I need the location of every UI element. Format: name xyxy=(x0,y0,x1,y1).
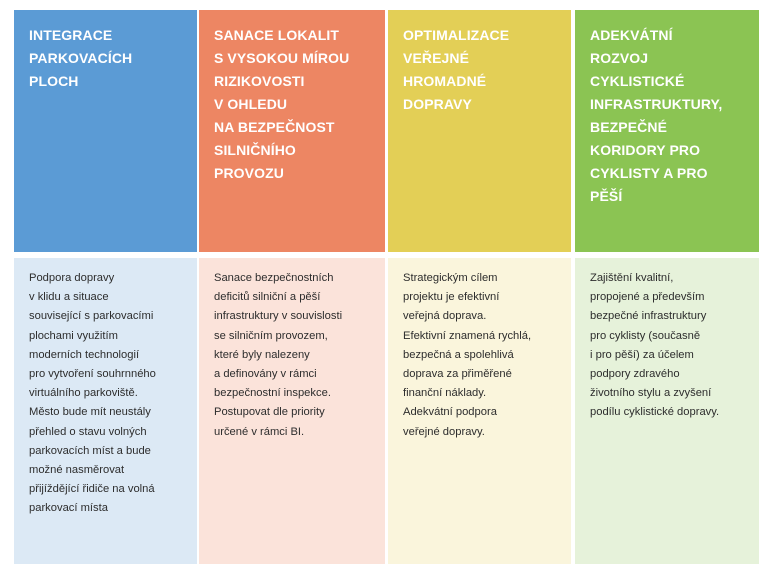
column-description: Zajištění kvalitní, propojené a především bezpečné infrastruktury pro cyklisty (současně i pro pěší) za účelem podpory zdravého životního stylu a zvyšení podílu cyklistické dopravy. xyxy=(590,272,720,419)
column-heading: OPTIMALIZACE VEŘEJNÉ HROMADNÉ DOPRAVY xyxy=(403,27,510,112)
column-parking xyxy=(14,10,197,564)
column-heading-box xyxy=(388,10,571,252)
column-public-transport xyxy=(388,10,571,564)
column-heading: INTEGRACE PARKOVACÍCH PLOCH xyxy=(29,27,133,89)
column-cycling xyxy=(575,10,759,564)
column-body-box xyxy=(199,258,385,564)
column-body-box xyxy=(575,258,759,564)
column-heading-box xyxy=(199,10,385,252)
column-heading-box xyxy=(575,10,759,252)
column-description: Podpora dopravy v klidu a situace související s parkovacími plochami využitím moderních technologií pro vytvoření souhrnného virtuálního parkoviště. Město bude mít neustály přehled o stavu volných parkovacích míst a bude možné nasměrovat přijíždějící řidiče na volná parkovací místa xyxy=(29,272,156,515)
column-heading-box xyxy=(14,10,197,252)
column-body-box xyxy=(388,258,571,564)
column-safety xyxy=(199,10,385,564)
column-description: Sanace bezpečnostních deficitů silniční a pěší infrastruktury v souvislosti se silničním provozem, které byly nalezeny a definovány v rámci bezpečnostní inspekce. Postupovat dle priority určené v rámci BI. xyxy=(214,272,343,438)
column-description: Strategickým cílem projektu je efektivní veřejná doprava. Efektivní znamená rychlá, bezpečná a spolehlivá doprava za přiměřené finanční náklady. Adekvátní podpora veřejné dopravy. xyxy=(403,272,532,438)
column-heading: ADEKVÁTNÍ ROZVOJ CYKLISTICKÉ INFRASTRUKTURY, BEZPEČNÉ KORIDORY PRO CYKLISTY A PRO PĚŠÍ xyxy=(590,27,723,204)
column-heading: SANACE LOKALIT S VYSOKOU MÍROU RIZIKOVOSTI V OHLEDU NA BEZPEČNOST SILNIČNÍHO PROVOZU xyxy=(214,27,350,181)
column-body-box xyxy=(14,258,197,564)
